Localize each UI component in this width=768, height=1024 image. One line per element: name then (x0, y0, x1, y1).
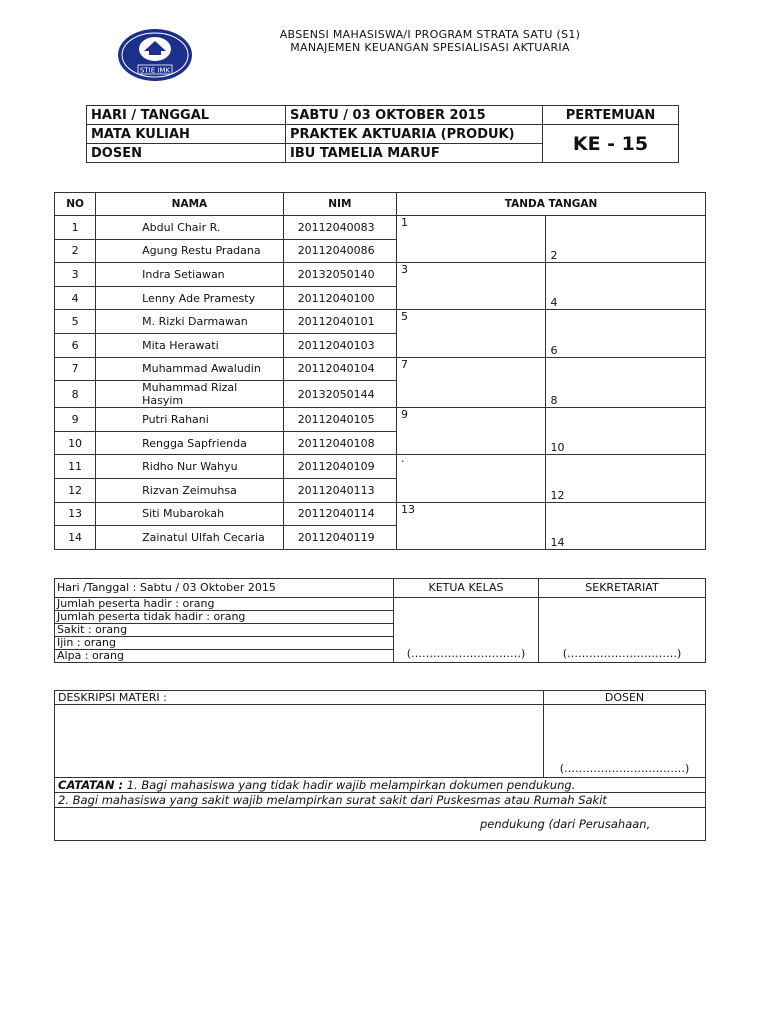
signature-number: 3 (401, 263, 409, 277)
row-nama: Muhammad Rizal Hasyim (96, 381, 284, 408)
signature-number: 5 (401, 310, 409, 324)
document-header (220, 28, 640, 54)
hari-value: SABTU / 03 OKTOBER 2015 (286, 106, 543, 125)
table-row (55, 357, 706, 381)
row-nama: Agung Restu Pradana (96, 239, 284, 263)
jumlah-tidak-hadir: Jumlah peserta tidak hadir : orang (55, 611, 394, 624)
row-no: 10 (55, 431, 96, 455)
header-nim: NIM (283, 193, 396, 216)
signature-number: 9 (401, 408, 409, 422)
row-no: 3 (55, 263, 96, 287)
jumlah-hadir: Jumlah peserta hadir : orang (55, 598, 394, 611)
signature-number: 14 (550, 535, 565, 549)
table-row (55, 502, 706, 526)
row-no: 13 (55, 502, 96, 526)
row-nim: 20112040101 (283, 310, 396, 334)
header-no: NO (55, 193, 96, 216)
hari-label: HARI / TANGGAL (87, 106, 286, 125)
header-line-1: ABSENSI MAHASISWA/I PROGRAM STRATA SATU (S1) (279, 28, 581, 41)
signature-cell-left[interactable] (397, 310, 546, 357)
institution-logo (116, 27, 194, 83)
ketua-kelas-signature: (…………………………) (394, 598, 539, 663)
header-tanda-tangan: TANDA TANGAN (397, 193, 706, 216)
dosen-header: DOSEN (544, 691, 706, 705)
summary-table (54, 578, 706, 663)
row-nama: Rengga Sapfrienda (96, 431, 284, 455)
signature-cell-right[interactable] (546, 455, 706, 502)
signature-number: 1 (401, 216, 409, 229)
signature-number: 12 (550, 488, 565, 502)
ketua-kelas-label: KETUA KELAS (394, 579, 539, 598)
catatan-label: CATATAN : (58, 778, 124, 792)
row-no: 7 (55, 357, 96, 381)
sekretariat-label: SEKRETARIAT (539, 579, 706, 598)
signature-cell-right[interactable] (546, 502, 706, 549)
signature-cell-left[interactable] (397, 216, 546, 263)
table-row (55, 216, 706, 240)
signature-cell-right[interactable] (546, 263, 706, 310)
catatan-1-text: 1. Bagi mahasiswa yang tidak hadir wajib melampirkan dokumen pendukung. (123, 778, 576, 792)
row-nim: 20112040083 (283, 216, 396, 240)
row-nama: Rizvan Zeimuhsa (96, 478, 284, 502)
description-table (54, 690, 706, 841)
pertemuan-label: PERTEMUAN (543, 106, 679, 125)
header-nama: NAMA (96, 193, 284, 216)
row-nama: M. Rizki Darmawan (96, 310, 284, 334)
row-nama: Mita Herawati (96, 333, 284, 357)
row-no: 11 (55, 455, 96, 479)
deskripsi-materi-label: DESKRIPSI MATERI : (55, 691, 544, 705)
signature-number: 7 (401, 357, 409, 371)
row-nim: 20132050144 (283, 381, 396, 408)
signature-number: 10 (550, 441, 565, 455)
table-row (55, 310, 706, 334)
signature-number: 4 (550, 296, 558, 310)
signature-number: 13 (401, 502, 416, 516)
row-no: 5 (55, 310, 96, 334)
deskripsi-materi-content (55, 705, 544, 778)
row-nim: 20132050140 (283, 263, 396, 287)
row-no: 8 (55, 381, 96, 408)
row-no: 9 (55, 408, 96, 432)
row-nim: 20112040103 (283, 333, 396, 357)
signature-cell-right[interactable] (546, 310, 706, 357)
row-no: 12 (55, 478, 96, 502)
jumlah-alpa: Alpa : orang (55, 650, 394, 663)
row-nim: 20112040109 (283, 455, 396, 479)
row-no: 6 (55, 333, 96, 357)
table-row (55, 263, 706, 287)
row-no: 1 (55, 216, 96, 240)
row-nim: 20112040104 (283, 357, 396, 381)
header-line-2: MANAJEMEN KEUANGAN SPESIALISASI AKTUARIA (290, 41, 570, 54)
table-row (55, 455, 706, 479)
dosen-signature: (……………………………) (544, 705, 706, 778)
signature-cell-left[interactable] (397, 502, 546, 549)
row-nama: Ridho Nur Wahyu (96, 455, 284, 479)
mata-kuliah-label: MATA KULIAH (87, 125, 286, 144)
signature-cell-left[interactable] (397, 263, 546, 310)
catatan-2: 2. Bagi mahasiswa yang sakit wajib melampirkan surat sakit dari Puskesmas atau Rumah Sakit (55, 793, 706, 808)
pertemuan-number: KE - 15 (543, 125, 679, 163)
signature-number: 2 (550, 249, 558, 263)
row-nim: 20112040119 (283, 526, 396, 550)
mata-kuliah-value: PRAKTEK AKTUARIA (PRODUK) (286, 125, 543, 144)
signature-cell-right[interactable] (546, 357, 706, 408)
row-no: 4 (55, 286, 96, 310)
row-nama: Zainatul Ulfah Cecaria (96, 526, 284, 550)
row-nim: 20112040086 (283, 239, 396, 263)
meeting-info-table (86, 105, 679, 163)
signature-cell-right[interactable] (546, 408, 706, 455)
signature-cell-left[interactable] (397, 357, 546, 408)
signature-cell-left[interactable] (397, 455, 546, 502)
row-nama: Muhammad Awaludin (96, 357, 284, 381)
signature-cell-left[interactable] (397, 408, 546, 455)
row-nim: 20112040108 (283, 431, 396, 455)
row-nim: 20112040114 (283, 502, 396, 526)
dosen-value: IBU TAMELIA MARUF (286, 144, 543, 163)
logo-text: STIE IMK (139, 66, 171, 75)
row-nim: 20112040113 (283, 478, 396, 502)
row-nim: 20112040100 (283, 286, 396, 310)
sekretariat-signature: (…………………………) (539, 598, 706, 663)
catatan-3: pendukung (dari Perusahaan, (55, 808, 706, 841)
row-no: 2 (55, 239, 96, 263)
signature-cell-right[interactable] (546, 216, 706, 263)
table-row (55, 408, 706, 432)
signature-number: · (401, 455, 405, 469)
row-nama: Indra Setiawan (96, 263, 284, 287)
row-nama: Abdul Chair R. (96, 216, 284, 240)
summary-date: Hari /Tanggal : Sabtu / 03 Oktober 2015 (55, 579, 394, 598)
signature-number: 6 (550, 343, 558, 357)
signature-number: 8 (550, 394, 558, 408)
jumlah-sakit: Sakit : orang (55, 624, 394, 637)
row-nama: Lenny Ade Pramesty (96, 286, 284, 310)
attendance-table (54, 192, 706, 550)
jumlah-ijin: Ijin : orang (55, 637, 394, 650)
row-no: 14 (55, 526, 96, 550)
row-nama: Putri Rahani (96, 408, 284, 432)
row-nim: 20112040105 (283, 408, 396, 432)
catatan-1 (55, 778, 706, 793)
row-nama: Siti Mubarokah (96, 502, 284, 526)
dosen-label: DOSEN (87, 144, 286, 163)
